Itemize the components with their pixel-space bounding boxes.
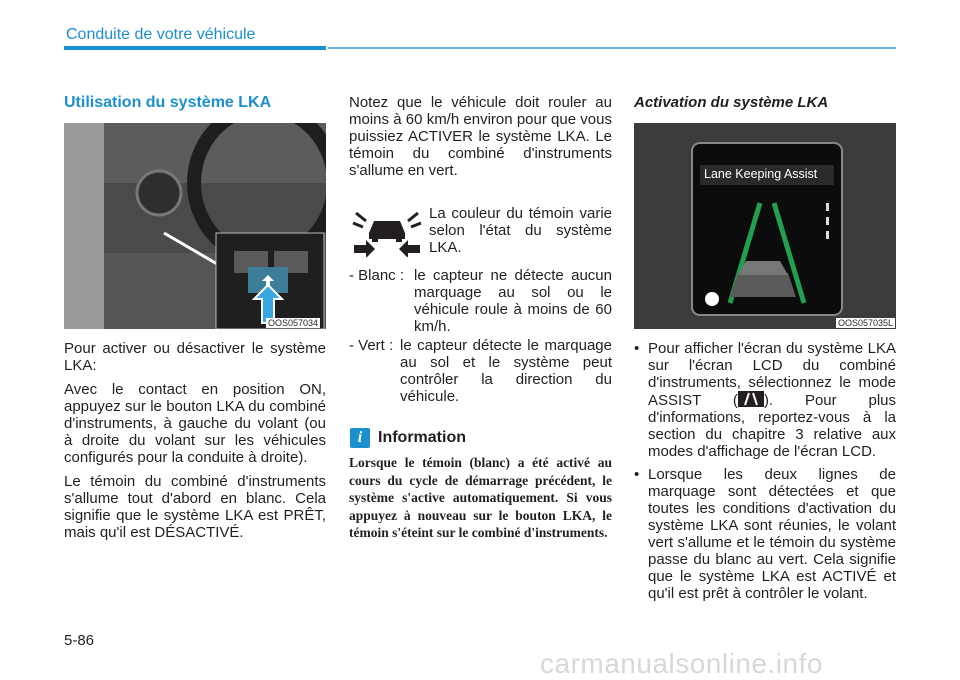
bullet-text: Lorsque les deux lignes de marquage sont détectées et que toutes les conditions d'activation du système LKA sont réunies, le volant vert s'allume et le témoin du système passe du blanc au vert. Cela signifie que le système LKA est ACTIVÉ et qu'il est prêt à contrôler le volant. xyxy=(648,466,896,602)
bullet-text: Pour afficher l'écran du système LKA sur l'écran LCD du combiné d'instruments, sélectionnez le mode ASSIST ( xyxy=(648,340,896,409)
usage-text xyxy=(64,340,326,548)
blanc-definition: le capteur ne détecte aucun marquage au sol ou le véhicule roule à moins de 60 km/h. xyxy=(414,267,612,335)
header-rule-dark xyxy=(64,46,326,50)
vert-definition: le capteur détecte le marquage au sol et le système peut contrôler la direction du véhicule. xyxy=(400,337,612,405)
section-title: Conduite de votre véhicule xyxy=(66,26,256,43)
info-title: Information xyxy=(378,429,466,446)
page-number: 5-86 xyxy=(64,632,95,649)
info-icon: i xyxy=(350,428,370,448)
icon-note xyxy=(429,205,612,263)
dashboard-illustration xyxy=(64,123,326,329)
paragraph: La couleur du témoin varie selon l'état du système LKA. xyxy=(429,205,612,256)
intro-paragraph xyxy=(349,94,612,186)
section-heading-activation: Activation du système LKA xyxy=(634,94,829,111)
vert-term: - Vert : xyxy=(349,337,394,354)
list-item xyxy=(634,340,896,460)
section-heading-usage: Utilisation du système LKA xyxy=(64,94,272,111)
paragraph: Le témoin du combiné d'instruments s'allume tout d'abord en blanc. Cela signifie que le système LKA est PRÊT, mais qu'il est DÉSACTIVÉ. xyxy=(64,473,326,541)
lcd-screen-figure xyxy=(634,123,896,329)
paragraph: Pour activer ou désactiver le système LKA: xyxy=(64,340,326,374)
assist-mode-icon xyxy=(738,391,764,407)
info-body: Lorsque le témoin (blanc) a été activé au cours du cycle de démarrage précédent, le système s'active automatiquement. Si vous appuyez à nouveau sur le bouton LKA, le témoin s'éteint sur le combiné d'instruments. xyxy=(349,455,612,540)
bullet-text: ). Pour plus d'informations, reportez-vous à la section du chapitre 3 relative aux modes d'affichage de l'écran LCD. xyxy=(648,392,897,460)
activation-list xyxy=(634,340,896,608)
blanc-term: - Blanc : xyxy=(349,267,405,284)
lcd-screen-title: Lane Keeping Assist xyxy=(704,167,818,181)
dashboard-photo xyxy=(64,123,326,329)
watermark: carmanualsonline.info xyxy=(540,648,823,679)
lane-keeping-screen xyxy=(634,123,896,329)
lka-indicator-icon xyxy=(352,207,422,257)
figure-caption-2: OOS057035L xyxy=(838,318,894,328)
paragraph: Avec le contact en position ON, appuyez sur le bouton LKA du combiné d'instruments, à gauche du volant (ou à droite du volant sur les véhicules configurés pour la conduite à droite). xyxy=(64,381,326,466)
list-item xyxy=(634,466,896,602)
header-rule-light xyxy=(328,47,896,49)
paragraph: Notez que le véhicule doit rouler au moins à 60 km/h environ pour que vous puissiez ACTIVER le système LKA. Le témoin du combiné d'instruments s'allume en vert. xyxy=(349,94,612,179)
figure-caption-1: OOS057034 xyxy=(268,318,319,328)
